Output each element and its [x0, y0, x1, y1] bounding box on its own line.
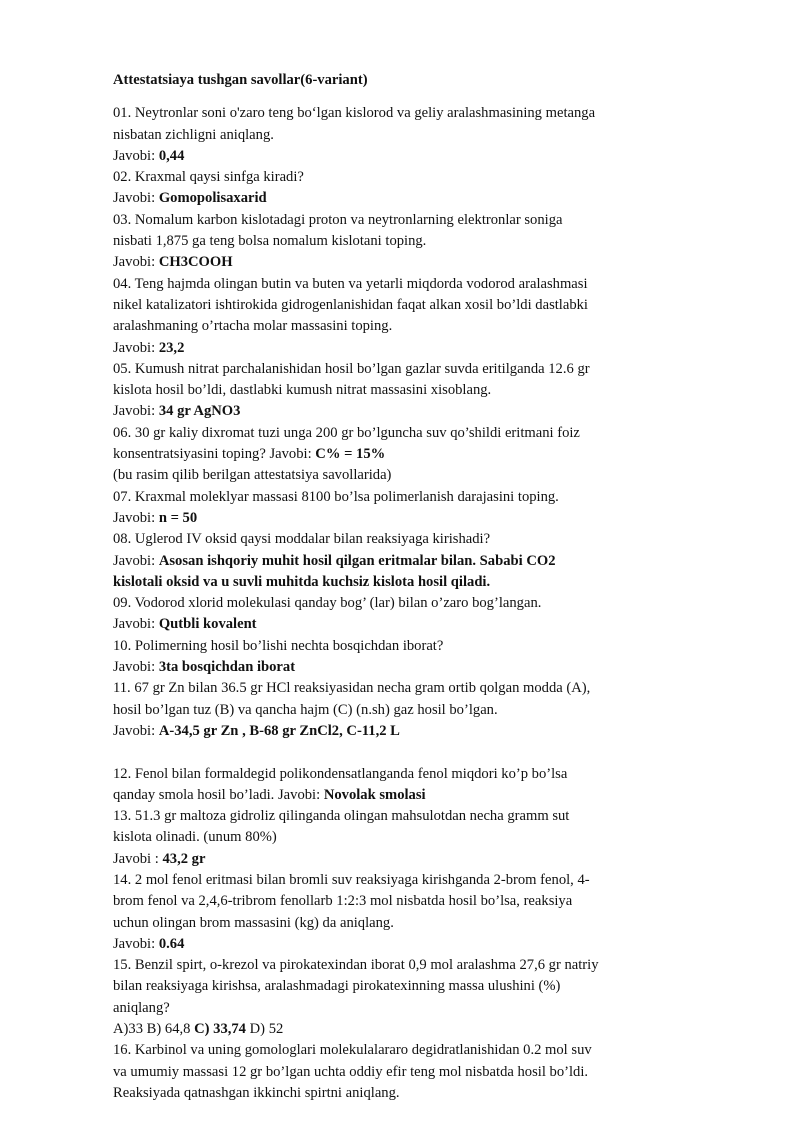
answer-11-value: A-34,5 gr Zn , B-68 gr ZnCl2, C-11,2 L — [158, 722, 400, 739]
answer-05 — [113, 401, 673, 422]
answer-03 — [113, 252, 673, 273]
answer-label: Javobi: — [269, 446, 312, 463]
question-06-note: (bu rasim qilib berilgan attestatsiya savollarida) — [113, 467, 392, 484]
option-a: A)33 — [113, 1021, 143, 1038]
question-02-line-1: 02. Kraxmal qaysi sinfga kiradi? — [113, 169, 304, 186]
answer-09-value: Qutbli kovalent — [158, 616, 257, 633]
answer-label: Javobi: — [113, 147, 156, 164]
answer-13 — [113, 849, 673, 870]
question-01-line-1: 01. Neytronlar soni o'zaro teng bo‘lgan kislorod va geliy aralashmasining metanga — [113, 105, 596, 122]
question-04-line-1: 04. Teng hajmda olingan butin va buten va yetarli miqdorda vodorod aralashmasi — [113, 275, 588, 292]
question-16-line-2: va umumiy massasi 12 gr bo’lgan uchta oddiy efir teng mol nisbatda hosil bo’ldi. — [113, 1063, 589, 1080]
answer-04 — [113, 338, 673, 359]
answer-label: Javobi: — [113, 616, 156, 633]
question-12-line-2 — [113, 785, 673, 806]
question-11-line-1: 11. 67 gr Zn bilan 36.5 gr HCl reaksiyasidan necha gram ortib qolgan modda (A), — [113, 680, 591, 697]
answer-label: Javobi: — [277, 786, 321, 803]
question-11-line-2: hosil bo’lgan tuz (B) va qancha hajm (C) (n.sh) gaz hosil bo’lgan. — [113, 701, 498, 718]
blank-line — [113, 742, 673, 763]
question-07-line-1: 07. Kraxmal moleklyar massasi 8100 bo’lsa polimerlanish darajasini toping. — [113, 488, 559, 505]
question-16-line-3: Reaksiyada qatnashgan ikkinchi spirtni aniqlang. — [113, 1084, 400, 1101]
question-04-line-2: nikel katalizatori ishtirokida gidrogenlanishidan faqat alkan xosil bo’ldi dastlabki — [113, 296, 588, 313]
answer-14 — [113, 934, 673, 955]
answer-08 — [113, 551, 673, 572]
answer-label: Javobi: — [113, 935, 156, 952]
answer-02-value: Gomopolisaxarid — [158, 190, 267, 207]
answer-10 — [113, 657, 673, 678]
question-12-line-1: 12. Fenol bilan formaldegid polikondensatlanganda fenol miqdori ko’p bo’lsa — [113, 765, 568, 782]
question-15-line-3: aniqlang? — [113, 999, 170, 1016]
question-09-line-1: 09. Vodorod xlorid molekulasi qanday bog’ (lar) bilan o’zaro bog’langan. — [113, 595, 542, 612]
answer-label: Javobi: — [113, 339, 156, 356]
answer-11 — [113, 721, 673, 742]
answer-04-value: 23,2 — [158, 339, 185, 356]
answer-14-value: 0.64 — [158, 935, 185, 952]
option-d: D) 52 — [249, 1021, 284, 1038]
question-12-text: qanday smola hosil bo’ladi. — [113, 786, 275, 803]
question-06-text: konsentratsiyasini toping? — [113, 446, 266, 463]
answer-label: Javobi: — [113, 509, 156, 526]
question-03-line-2: nisbati 1,875 ga teng bolsa nomalum kislotani toping. — [113, 233, 427, 250]
answer-12-value: Novolak smolasi — [323, 786, 426, 803]
answer-label: Javobi : — [113, 850, 159, 867]
question-05-line-2: kislota hosil bo’ldi, dastlabki kumush nitrat massasini xisoblang. — [113, 382, 492, 399]
question-14-line-1: 14. 2 mol fenol eritmasi bilan bromli suv reaksiyaga kirishganda 2-brom fenol, 4- — [113, 871, 590, 888]
question-08-line-1: 08. Uglerod IV oksid qaysi moddalar bilan reaksiyaga kirishadi? — [113, 531, 491, 548]
answer-label: Javobi: — [113, 403, 156, 420]
option-c-correct: C) 33,74 — [194, 1021, 246, 1038]
question-03-line-1: 03. Nomalum karbon kislotadagi proton va neytronlarning elektronlar soniga — [113, 211, 563, 228]
answer-08-cont — [113, 572, 673, 593]
question-15-line-2: bilan reaksiyaga kirishsa, aralashmadagi pirokatexinning massa ulushini (%) — [113, 978, 561, 995]
question-13-line-1: 13. 51.3 gr maltoza gidroliz qilinganda olingan mahsulotdan necha gramm sut — [113, 808, 570, 825]
question-14-line-2: brom fenol va 2,4,6-tribrom fenollarb 1:2:3 mol nisbatda hosil bo’lsa, reaksiya — [113, 893, 573, 910]
answer-label: Javobi: — [113, 659, 156, 676]
answer-01-value: 0,44 — [158, 147, 185, 164]
question-15-line-1: 15. Benzil spirt, o-krezol va pirokatexindan iborat 0,9 mol aralashma 27,6 gr natriy — [113, 957, 599, 974]
answer-01 — [113, 146, 673, 167]
answer-08-value-1: Asosan ishqoriy muhit hosil qilgan eritmalar bilan. Sababi CO2 — [158, 552, 556, 569]
question-14-line-3: uchun olingan brom massasini (kg) da aniqlang. — [113, 914, 394, 931]
question-06-line-2 — [113, 444, 673, 465]
answer-05-value: 34 gr AgNO3 — [158, 403, 241, 420]
page-title: Attestatsiaya tushgan savollar(6-variant) — [113, 72, 368, 88]
question-05-line-1: 05. Kumush nitrat parchalanishidan hosil bo’lgan gazlar suvda eritilganda 12.6 gr — [113, 360, 590, 377]
answer-13-value: 43,2 gr — [162, 850, 206, 867]
answer-08-value-2: kislotali oksid va u suvli muhitda kuchsiz kislota hosil qiladi. — [113, 573, 491, 590]
question-01-line-2: nisbatan zichligni aniqlang. — [113, 126, 274, 143]
question-10-line-1: 10. Polimerning hosil bo’lishi nechta bosqichdan iborat? — [113, 637, 444, 654]
answer-07-value: n = 50 — [158, 509, 198, 526]
answer-label: Javobi: — [113, 722, 156, 739]
answer-label: Javobi: — [113, 190, 156, 207]
question-04-line-3: aralashmaning o’rtacha molar massasini toping. — [113, 318, 393, 335]
option-b: B) 64,8 — [146, 1021, 191, 1038]
answer-02 — [113, 188, 673, 209]
document-page — [113, 70, 673, 1104]
answer-07 — [113, 508, 673, 529]
question-15-options — [113, 1019, 673, 1040]
answer-06-value: C% = 15% — [315, 446, 386, 463]
question-06-line-1: 06. 30 gr kaliy dixromat tuzi unga 200 gr bo’lguncha suv qo’shildi eritmani foiz — [113, 424, 580, 441]
question-16-line-1: 16. Karbinol va uning gomologlari molekulalararo degidratlanishidan 0.2 mol suv — [113, 1042, 592, 1059]
question-13-line-2: kislota olinadi. (unum 80%) — [113, 829, 277, 846]
answer-10-value: 3ta bosqichdan iborat — [158, 659, 296, 676]
answer-label: Javobi: — [113, 254, 156, 271]
answer-09 — [113, 614, 673, 635]
answer-03-value: CH3COOH — [158, 254, 233, 271]
answer-label: Javobi: — [113, 552, 156, 569]
